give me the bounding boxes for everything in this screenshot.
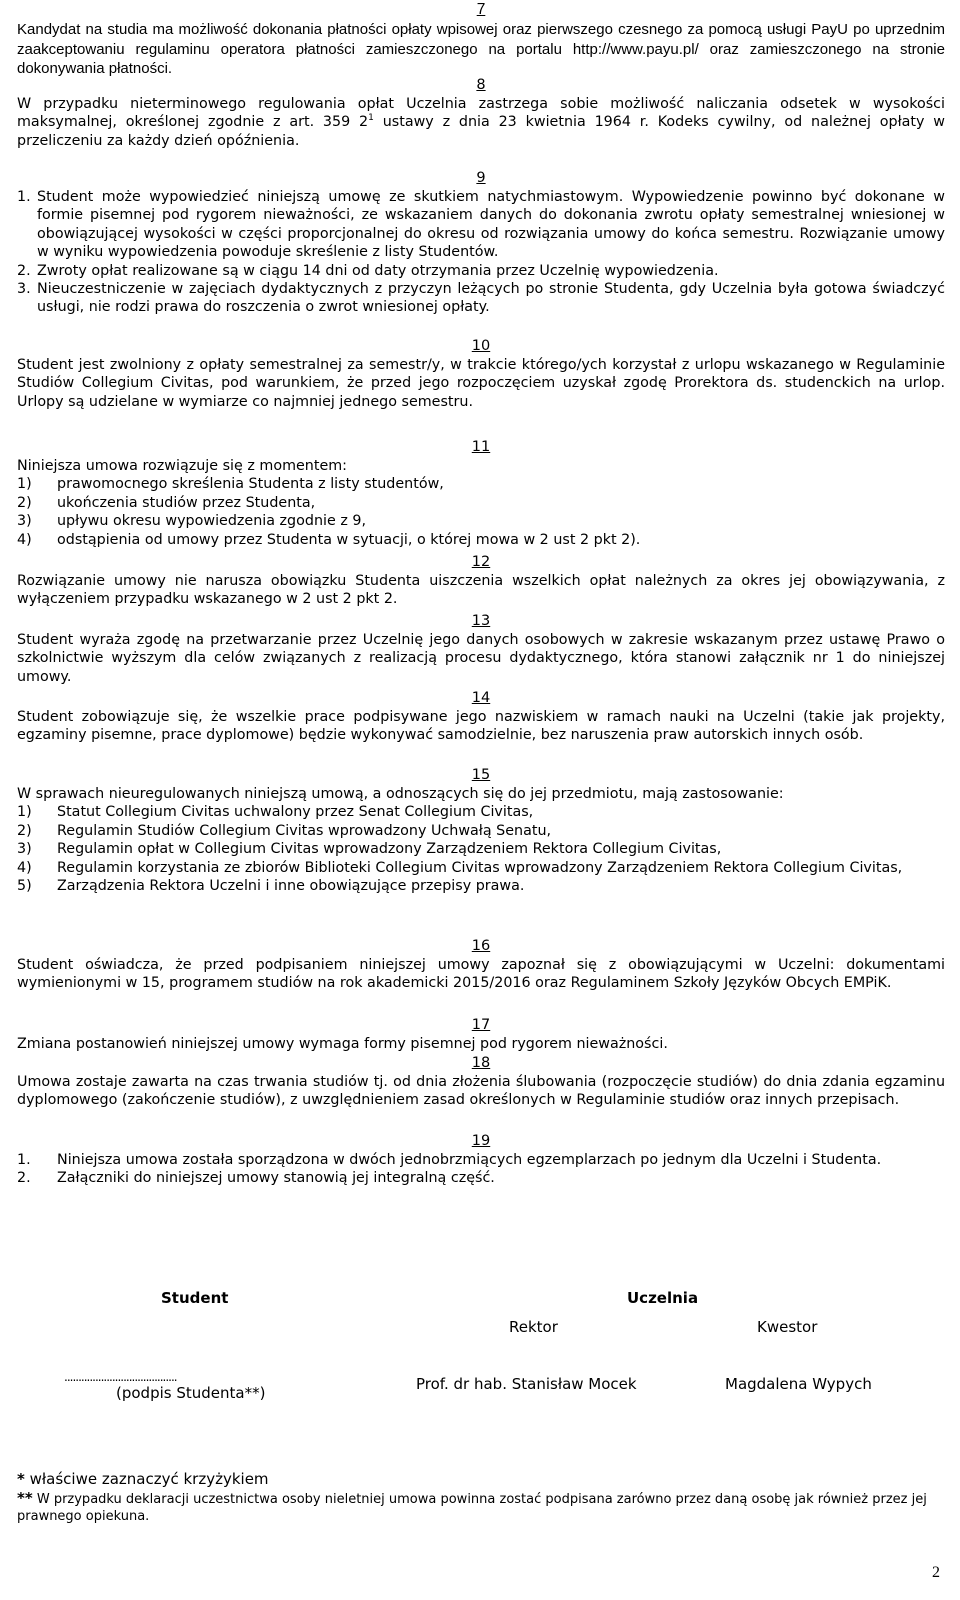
page-number: 2: [932, 1563, 940, 1581]
student-signature-caption: (podpis Studenta**): [116, 1384, 266, 1402]
section-10-title: 10: [471, 338, 491, 354]
kwestor-label: Kwestor: [757, 1318, 818, 1336]
footnote-1: * właściwe zaznaczyć krzyżykiem: [17, 1470, 269, 1488]
section-12-text: Rozwiązanie umowy nie narusza obowiązku Studenta uiszczenia wszelkich opłat należnych za okres jej obowiązywania, z wyłączeniem przypadku wskazanego w 2 ust 2 pkt 2.: [17, 573, 945, 608]
section-11-list: [17, 475, 945, 549]
section-14-text: Student zobowiązuje się, że wszelkie prace podpisywane jego nazwiskiem w ramach nauki na Uczelni (takie jak projekty, egzaminy pisemne, prace dyplomowe) będzie wykonywać samodzielnie, bez naruszenia praw autorskich innych osób.: [17, 709, 945, 744]
list-item: 1. Student może wypowiedzieć niniejszą umowę ze skutkiem natychmiastowym. Wypowiedzenie powinno być dokonane w formie pisemnej pod rygorem nieważności, ze wskazaniem danych do dokonania zwrotu opłaty semestralnej wniesionej w obowiązującej wysokości w części proporcjonalnej do okresu od rozwiązania umowy do końca semestru. Rozwiązanie umowy w wyniku wypowiedzenia powoduje skreślenie z listy Studentów.: [17, 189, 945, 261]
footnote-2: ** W przypadku deklaracji uczestnictwa osoby nieletniej umowa powinna zostać podpisana zarówno przez daną osobę jak również przez jej prawnego opiekuna.: [17, 1489, 927, 1524]
section-8-text: W przypadku nieterminowego regulowania opłat Uczelnia zastrzega sobie możliwość naliczania odsetek w wysokości maksymalnej, określonej zgodnie z art. 359 $2^1$ ustawy z dnia 23 kwietnia 1964 r. Kodeks cywilny, od należnej opłaty w przeliczeniu za każdy dzień opóźnienia.: [17, 96, 946, 149]
list-item: 1. Niniejsza umowa została sporządzona w dwóch jednobrzmiących egzemplarzach po jednym dla Uczelni i Studenta.: [17, 1152, 882, 1168]
uczelnia-label: Uczelnia: [627, 1289, 699, 1307]
section-13-text: Student wyraża zgodę na przetwarzanie przez Uczelnię jego danych osobowych w zakresie wskazanym przez ustawę Prawo o szkolnictwie wyższym dla celów związanych z realizacją procesu dydaktycznego, która stanowi załącznik nr 1 do niniejszej umowy.: [17, 632, 945, 685]
kwestor-name: Magdalena Wypych: [725, 1375, 872, 1393]
section-11-title: 11: [471, 439, 491, 455]
section-18-text: Umowa zostaje zawarta na czas trwania studiów tj. od dnia złożenia ślubowania (rozpoczęcie studiów) do dnia zdania egzaminu dyplomowego (zakończenie studiów), z uwzględnieniem zasad określonych w Regulaminie studiów oraz innych przepisach.: [17, 1074, 945, 1109]
section-14-title: 14: [471, 690, 491, 706]
list-item: 3. Nieuczestniczenie w zajęciach dydaktycznych z przyczyn leżących po stronie Studenta, gdy Uczelnia była gotowa świadczyć usługi, nie rodzi prawa do roszczenia o zwrot wniesionej opłaty.: [17, 281, 945, 316]
list-item: 2. Załączniki do niniejszej umowy stanowią jej integralną część.: [17, 1170, 495, 1187]
section-19-title: 19: [471, 1133, 491, 1149]
section-12-title: 12: [471, 554, 491, 570]
section-8-title: 8: [476, 77, 486, 93]
section-16-title: 16: [471, 938, 491, 954]
section-11-intro: Niniejsza umowa rozwiązuje się z momentem:: [17, 458, 347, 474]
list-item: 3) Regulamin opłat w Collegium Civitas wprowadzony Zarządzeniem Rektora Collegium Civitas,: [17, 841, 722, 858]
list-item: 2) Regulamin Studiów Collegium Civitas wprowadzony Uchwałą Senatu,: [17, 822, 552, 839]
section-10-text: Student jest zwolniony z opłaty semestralnej za semestr/y, w trakcie którego/ych korzystał z urlopu wskazanego w Regulaminie Studiów Collegium Civitas, pod warunkiem, że przed jego rozpoczęciem uzyskał zgodę Prorektora ds. studenckich na urlop. Urlopy są udzielane w wymiarze co najmniej jednego semestru.: [17, 357, 945, 410]
section-15-title: 15: [471, 767, 491, 783]
student-label: Student: [161, 1289, 229, 1307]
list-item: 3) upływu okresu wypowiedzenia zgodnie z 9,: [17, 513, 367, 530]
rektor-name: Prof. dr hab. Stanisław Mocek: [416, 1375, 637, 1393]
list-item: 2. Zwroty opłat realizowane są w ciągu 14 dni od daty otrzymania przez Uczelnię wypowiedzenia.: [17, 262, 719, 279]
section-7-text: Kandydat na studia ma możliwość dokonania płatności opłaty wpisowej oraz pierwszego czesnego za pomocą usługi PayU po uprzednim zaakceptowaniu regulaminu operatora płatności zamieszczonego na portalu http://www.payu.pl/ oraz zamieszczonego na stronie dokonywania płatności.: [17, 20, 945, 78]
section-7-title: 7: [476, 1, 486, 18]
section-18-title: 18: [471, 1055, 491, 1071]
section-16-text: Student oświadcza, że przed podpisaniem niniejszej umowy zapoznał się z obowiązującymi w Uczelni: dokumentami wymienionymi w 15, programem studiów na rok akademicki 2015/2016 oraz Regulaminem Szkoły Języków Obcych EMPiK.: [17, 957, 945, 992]
list-item: 1) Statut Collegium Civitas uchwalony przez Senat Collegium Civitas,: [17, 804, 534, 821]
section-15-list: [17, 803, 945, 895]
section-9-title: 9: [476, 170, 486, 186]
section-15-intro: W sprawach nieuregulowanych niniejszą umową, a odnoszących się do jej przedmiotu, mają zastosowanie:: [17, 786, 784, 802]
section-9-list: [17, 188, 945, 317]
signature-line: ........................................: [64, 1370, 177, 1384]
section-17-text: Zmiana postanowień niniejszej umowy wymaga formy pisemnej pod rygorem nieważności.: [17, 1036, 668, 1052]
rektor-label: Rektor: [509, 1318, 558, 1336]
list-item: 5) Zarządzenia Rektora Uczelni i inne obowiązujące przepisy prawa.: [17, 878, 525, 895]
section-17-title: 17: [471, 1017, 491, 1033]
list-item: 2) ukończenia studiów przez Studenta,: [17, 494, 316, 511]
list-item: 1) prawomocnego skreślenia Studenta z listy studentów,: [17, 476, 444, 493]
section-19-list: [17, 1151, 945, 1188]
list-item: 4) Regulamin korzystania ze zbiorów Biblioteki Collegium Civitas wprowadzony Zarządzeniem Rektora Collegium Civitas,: [17, 859, 903, 876]
list-item: 4) odstąpienia od umowy przez Studenta w sytuacji, o której mowa w 2 ust 2 pkt 2).: [17, 531, 641, 548]
section-13-title: 13: [471, 613, 491, 629]
